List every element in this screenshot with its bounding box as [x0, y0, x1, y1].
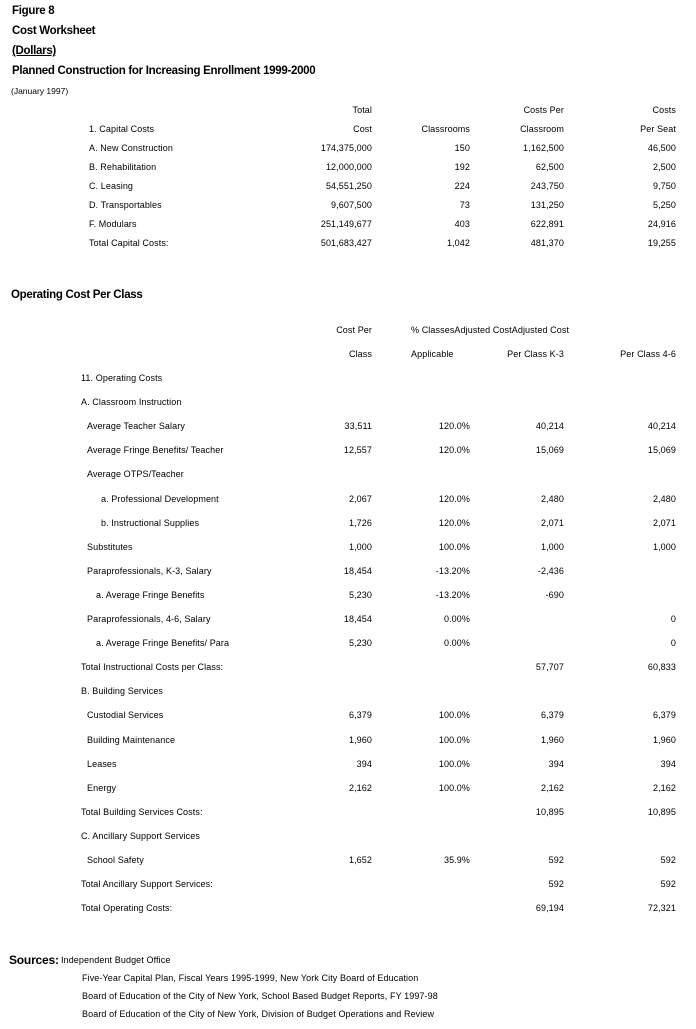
row-label: a. Average Fringe Benefits: [96, 589, 205, 600]
classrooms: 150: [454, 143, 470, 153]
document-subtitle: Planned Construction for Increasing Enrollment 1999-2000: [12, 65, 316, 77]
row-label: F. Modulars: [89, 219, 137, 229]
pct-applicable: -13.20%: [435, 565, 470, 576]
col-header-per-class-k3: Per Class K-3: [507, 349, 564, 359]
row-label: Total Instructional Costs per Class:: [81, 662, 224, 673]
col-header-applicable: Applicable: [411, 349, 454, 359]
sources-label: Sources:: [9, 953, 59, 967]
col-header-per-classroom-line2: Classroom: [520, 124, 564, 134]
row-label: B. Building Services: [81, 686, 164, 697]
pct-applicable: 120.0%: [438, 421, 470, 432]
document-date: (January 1997): [11, 86, 69, 96]
cost-per-class: 5,230: [348, 638, 372, 649]
col-header-classrooms: Classrooms: [421, 124, 470, 134]
classrooms: 192: [454, 162, 470, 172]
adjusted-cost-k3: 2,071: [540, 517, 564, 528]
row-label: Total Capital Costs:: [89, 238, 169, 248]
pct-applicable: 0.00%: [443, 638, 470, 649]
adjusted-cost-k3: -2,436: [537, 565, 564, 576]
per-seat: 9,750: [652, 181, 676, 191]
adjusted-cost-4-6: 40,214: [647, 421, 676, 432]
row-label: Average Teacher Salary: [87, 421, 185, 432]
adjusted-cost-4-6: 2,071: [652, 517, 676, 528]
cost-per-class: 18,454: [343, 565, 372, 576]
total-cost: 174,375,000: [320, 143, 372, 153]
adjusted-cost-k3: -690: [545, 589, 564, 600]
row-label: Total Building Services Costs:: [81, 806, 203, 817]
cost-per-class: 33,511: [344, 421, 372, 432]
operating-section-title: Operating Cost Per Class: [11, 289, 143, 301]
row-label: 11. Operating Costs: [81, 373, 163, 383]
row-label: Leases: [87, 758, 117, 769]
total-cost: 12,000,000: [325, 162, 372, 172]
col-header-per-class-4-6: Per Class 4-6: [620, 349, 676, 359]
adjusted-cost-k3: 592: [548, 855, 564, 865]
col-header-per-seat-line1: Costs: [652, 105, 676, 115]
cost-per-class: 1,960: [348, 734, 372, 745]
adjusted-cost-4-6: 394: [660, 758, 676, 769]
adjusted-cost-k3: 15,069: [535, 445, 564, 456]
adjusted-cost-k3: 2,480: [540, 493, 564, 504]
adjusted-cost-k3: 40,214: [535, 421, 564, 432]
cost-per-class: 2,162: [348, 782, 372, 793]
adjusted-cost-4-6: 2,162: [652, 782, 676, 793]
row-label: Total Ancillary Support Services:: [81, 879, 213, 890]
row-label: A. New Construction: [89, 143, 173, 153]
total-cost: 54,551,250: [325, 181, 372, 191]
adjusted-cost-4-6: 592: [660, 855, 676, 865]
classrooms: 224: [454, 181, 470, 191]
col-header-cost-per-line1: Cost Per: [336, 325, 372, 335]
col-header-per-classroom-line1: Costs Per: [523, 105, 564, 115]
pct-applicable: 100.0%: [438, 734, 470, 745]
row-label: Average OTPS/Teacher: [87, 469, 184, 480]
adjusted-cost-k3: 1,000: [540, 541, 564, 552]
adjusted-cost-4-6: 2,480: [652, 493, 676, 504]
cost-per-class: 6,379: [348, 710, 372, 721]
cost-per-class: 1,652: [348, 855, 372, 865]
cost-per-class: 394: [356, 758, 372, 769]
adjusted-cost-k3: 592: [548, 879, 564, 890]
pct-applicable: 100.0%: [438, 541, 470, 552]
adjusted-cost-k3: 6,379: [540, 710, 564, 721]
adjusted-cost-4-6: 592: [660, 879, 676, 890]
per-seat: 5,250: [652, 200, 676, 210]
row-label: D. Transportables: [89, 200, 162, 210]
pct-applicable: 120.0%: [438, 493, 470, 504]
total-cost: 9,607,500: [331, 200, 372, 210]
source-item: Five-Year Capital Plan, Fiscal Years 1995-1999, New York City Board of Education: [82, 973, 419, 983]
adjusted-cost-4-6: 10,895: [647, 806, 676, 817]
row-label: Average Fringe Benefits/ Teacher: [87, 445, 224, 456]
pct-applicable: 100.0%: [438, 710, 470, 721]
per-classroom: 622,891: [530, 219, 564, 229]
pct-applicable: 100.0%: [438, 782, 470, 793]
pct-applicable: -13.20%: [435, 589, 470, 600]
row-label: a. Professional Development: [101, 493, 219, 504]
cost-per-class: 1,000: [348, 541, 372, 552]
per-seat: 46,500: [647, 143, 676, 153]
adjusted-cost-4-6: 0: [670, 638, 676, 649]
per-classroom: 131,250: [530, 200, 564, 210]
row-label: Building Maintenance: [87, 734, 176, 745]
cost-per-class: 12,557: [343, 445, 372, 456]
col-header-merged-line1: % ClassesAdjusted CostAdjusted Cost: [411, 325, 570, 335]
total-cost: 251,149,677: [320, 219, 372, 229]
row-label: School Safety: [87, 855, 144, 865]
adjusted-cost-k3: 10,895: [535, 806, 564, 817]
adjusted-cost-4-6: 1,960: [652, 734, 676, 745]
row-label: B. Rehabilitation: [89, 162, 157, 172]
source-item: Independent Budget Office: [61, 955, 171, 965]
pct-applicable: 35.9%: [443, 855, 470, 865]
per-seat: 19,255: [647, 238, 676, 248]
row-label: Total Operating Costs:: [81, 903, 173, 914]
row-label: C. Leasing: [89, 181, 134, 191]
capital-section-label: 1. Capital Costs: [89, 124, 155, 134]
row-label: A. Classroom Instruction: [81, 397, 182, 408]
col-header-per-seat-line2: Per Seat: [640, 124, 676, 134]
row-label: C. Ancillary Support Services: [81, 830, 200, 841]
row-label: Custodial Services: [87, 710, 164, 721]
units-label: (Dollars): [12, 45, 56, 57]
per-classroom: 1,162,500: [523, 143, 564, 153]
col-header-class: Class: [348, 349, 372, 359]
pct-applicable: 100.0%: [438, 758, 470, 769]
per-classroom: 62,500: [535, 162, 564, 172]
pct-applicable: 0.00%: [443, 614, 470, 624]
adjusted-cost-4-6: 1,000: [652, 541, 676, 552]
col-header-total-line1: Total: [352, 105, 372, 115]
row-label: Paraprofessionals, 4-6, Salary: [87, 614, 211, 624]
adjusted-cost-k3: 57,707: [535, 662, 564, 673]
adjusted-cost-4-6: 72,321: [647, 903, 676, 914]
document-title: Cost Worksheet: [12, 25, 96, 37]
cost-per-class: 2,067: [348, 493, 372, 504]
classrooms: 403: [454, 219, 470, 229]
adjusted-cost-4-6: 0: [670, 614, 676, 624]
adjusted-cost-4-6: 60,833: [647, 662, 676, 673]
adjusted-cost-k3: 2,162: [540, 782, 564, 793]
per-classroom: 243,750: [530, 181, 564, 191]
source-item: Board of Education of the City of New York, School Based Budget Reports, FY 1997-98: [82, 991, 438, 1001]
per-seat: 24,916: [647, 219, 676, 229]
row-label: Energy: [87, 782, 117, 793]
total-cost: 501,683,427: [320, 238, 372, 248]
per-classroom: 481,370: [530, 238, 564, 248]
cost-per-class: 18,454: [343, 614, 372, 624]
cost-per-class: 5,230: [348, 589, 372, 600]
adjusted-cost-k3: 394: [548, 758, 564, 769]
classrooms: 73: [459, 200, 470, 210]
row-label: Paraprofessionals, K-3, Salary: [87, 565, 212, 576]
pct-applicable: 120.0%: [438, 517, 470, 528]
pct-applicable: 120.0%: [438, 445, 470, 456]
row-label: Substitutes: [87, 541, 133, 552]
adjusted-cost-4-6: 6,379: [652, 710, 676, 721]
row-label: b. Instructional Supplies: [101, 517, 200, 528]
adjusted-cost-4-6: 15,069: [647, 445, 676, 456]
figure-label: Figure 8: [12, 5, 55, 17]
source-item: Board of Education of the City of New York, Division of Budget Operations and Review: [82, 1009, 435, 1019]
per-seat: 2,500: [652, 162, 676, 172]
adjusted-cost-k3: 69,194: [535, 903, 564, 914]
row-label: a. Average Fringe Benefits/ Para: [96, 638, 230, 649]
classrooms: 1,042: [446, 238, 470, 248]
adjusted-cost-k3: 1,960: [540, 734, 564, 745]
cost-per-class: 1,726: [348, 517, 372, 528]
col-header-total-line2: Cost: [353, 124, 372, 134]
